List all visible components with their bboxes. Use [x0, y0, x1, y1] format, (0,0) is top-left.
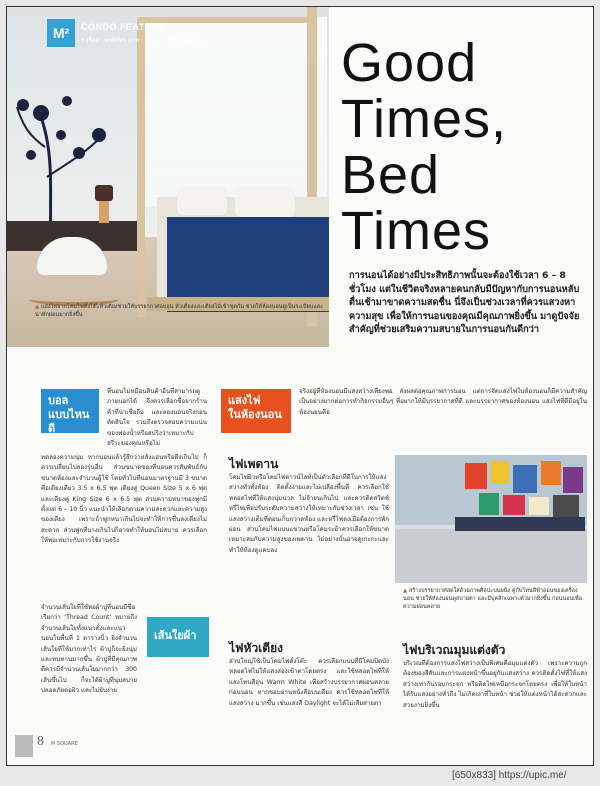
watermark: [650x833] https://upic.me/: [452, 770, 567, 781]
caption-marker-icon: ▲: [35, 304, 40, 310]
section-label: CONDO FEATURE: [81, 22, 166, 32]
tag-light: แสงไฟ ในห้องนอน: [221, 389, 291, 433]
magazine-name: M SQUARE: [51, 741, 78, 747]
bed-text-b: ทดลองความนุ่ม หากนอนแล้วรู้สึกว่าหลังแอ่นหรือตึงเกินไป ก็ควรเปลี่ยนไปลองรุ่นอื่น ส่วนขนาดของที่นอนควรสัมพันธ์กับขนาดห้องและจำนวนผู้ใช้ โดยทั่วไปที่นอนมาตรฐานมี 3 ขนาด คือเตียงเดี่ยว 3.5 x 6.5 ฟุต เตียงคู่ Queen Size 5 x 6 ฟุต และเตียงคู่ King Size 6 x 6.5 ฟุต ส่วนความหนาของฟูกมีตั้งแต่ 6 – 10 นิ้ว แนะนำให้เลือกตามความสะดวกและความสูงของเตียง เพราะถ้าฟูกหนาเกินไปจะทำให้การขึ้นลงเตียงไม่สะดวก ส่วนฟูกที่บางเกินไปก็อาจทำให้นอนไม่สบาย ควรเลือกให้พอเหมาะกับการใช้งานจริง: [41, 454, 207, 545]
table-lamp: [95, 185, 113, 201]
tag-bed: บอล แบบไหนดี: [41, 389, 99, 433]
hero-bedroom-photo: [7, 7, 329, 347]
article-intro: การนอนได้อย่างมีประสิทธิภาพนั้นจะต้องใช้เวลา 6 – 8 ชั่วโมง แต่ในชีวิตจริงหลายคนกลับมีปัญหากับการนอนหลับตื่นเช้ามาขาดความสดชื่น นี่จึงเป็นช่วงเวลาที่ควรแสวงหาความสุข เพื่อให้การนอนของคุณมีคุณภาพยิ่งขึ้น มาดูปัจจัยสำคัญที่ช่วยเสริมความสบายในการนอนกันดีกว่า: [349, 270, 580, 335]
tag-thread: เส้นใยผ้าปู: [147, 617, 209, 657]
page-tab: [15, 735, 33, 757]
bedside-text: ส่วนใหญ่ใช้เป็นโคมไฟตั้งโต๊ะ ควรเลือกแบบที่มีโคมปิดบังหลอดไฟไม่ให้แสงส่องเข้าตาโดยตรง และใช้หลอดไฟที่ให้แสงโทนสีอุ่น Warm White เพื่อสร้างบรรยากาศผ่อนคลายก่อนนอน หากชอบอ่านหนังสือบนเตียง ควรใช้หลอดไฟที่ให้แสงสว่าง มากขึ้น เช่นแสงสี Daylight จะได้ไม่เสียสายตา: [229, 658, 389, 707]
magazine-page: [6, 6, 594, 766]
ceiling-text: โคมไฟผิวหรือโคมไฟดาวน์ไลท์เป็นตัวเลือกที่ดีในการให้แสงสว่างทั่วทั้งห้อง ติดตั้งง่ายและไม่เปลืองพื้นที่ ควรเลือกใช้หลอดไฟที่ให้แสงนุ่มนวล ไม่จ้าจนเกินไป และควรติดสวิตช์หรี่ไฟเพื่อปรับระดับความสว่างให้เหมาะกับช่วงเวลา เช่น ใช้แสงสว่างเต็มที่ตอนเก็บกวาดห้อง และหรี่ไฟลงเมื่อต้องการพักผ่อน ส่วนโคมไฟแบบแขวนหรือโคมระย้าควรเลือกให้ขนาดเหมาะสมกับความสูงของเพดาน ไม่อย่างนั้นอาจดูเกะกะและทำให้ห้องดูแคบลง: [229, 474, 389, 554]
feature-logo: M²: [47, 19, 75, 47]
thread-text: จำนวนเส้นใยที่ใช้ทอผ้าปูที่นอนมีชื่อเรียกว่า ‘Thread Count’ หมายถึง จำนวนเส้นใยทั้งแนวตั้งและแนวนอนในพื้นที่ 1 ตารางนิ้ว ยิ่งจำนวนเส้นใยที่ใช้มากเท่าไร ผ้าปูก็จะยิ่งนุ่มและทนทานมากขึ้น ผ้าปูที่มีคุณภาพดีควรมีจำนวนเส้นใยมากกว่า 300 เส้นขึ้นไป ก็จะได้ผ้าปูที่นุ่มสบาย ปลอดภัยต่อผิว และไม่ยับง่าย: [41, 604, 137, 695]
bedside-heading: ไฟหัวเตียง: [229, 641, 283, 655]
caption-marker-icon: ▲: [403, 588, 408, 594]
page-number: 8: [37, 734, 44, 749]
room-caption: ▲ สร้างบรรยากาศสดใสด้วยภาพศิลปะบนผนัง คู่กับโทนสีฟ้าอ่อนของเครื่องนอน ช่วยให้ห้องนอนดูสบายตา และมีบุคลิกเฉพาะตัวมากยิ่งขึ้น ก่อนนอนเพื่อความผ่อนคลาย: [403, 588, 583, 610]
hero-caption: ▲ แสงไฟจากโคมไฟตั้งโต๊ะหัวเตียงช่วยให้บรรยากาศอบอุ่น หัวเตียงและเตียงไม้เข้าชุดกัน ช่วยให้ห้องนอนดูเป็นระเบียบและน่าพักผ่อนมากยิ่งขึ้น: [35, 304, 324, 318]
bed-text-a: ที่นอนไม่หมือนสินค้าอื่นที่สามารถดูภายนอกได้ จึงควรเลือกซื้อจากร้านค้าที่น่าเชื่อถือ และลองนอนจริงก่อนตัดสินใจ รวมถึงตรวจสอบความแน่นของฟองน้ำหรือสปริงว่าเหมาะกับสรีระของคุณหรือไม่: [107, 388, 207, 448]
corner-heading: ไฟบริเวณมุมแต่งตัว: [403, 643, 506, 657]
credits: • เรื่อง : พงศ์ภัทร ภาพ : ฝ่ายภาพ Home&Decor: [81, 37, 209, 44]
art-bedroom-photo: [395, 455, 587, 583]
corner-text: บริเวณที่ต้องการแสงไฟสว่างเป็นพิเศษคือมุมแต่งตัว เพราะความถูกต้องของสีสันและการแต่งหน้าขึ้นอยู่กับแสงสว่าง ควรติดตั้งไฟที่ให้แสงสว่างเท่ากันรอบกระจก หรือติดไฟเหนือกระจกโดยตรง เพื่อให้ใบหน้าได้รับแสงอย่างทั่วถึง ไม่เกิดเงาที่ใบหน้า ช่วยให้แต่งหน้าได้สะดวกและสวยงามยิ่งขึ้น: [403, 660, 587, 709]
light-intro: จริงอยู่ที่ห้องนอนมีแสงสว่างเพียงพอ ส่งผลต่อคุณภาพการนอน แต่การจัดแสงไฟในห้องนอนก็มีความสำคัญเป็นอย่างมากต่อการทำกิจกรรมอื่นๆ ที่อยากให้มีบรรยากาศที่ดี และบรรยากาศของห้องนอน แสงไฟที่ดีมีอยู่ในห้องนอนคือ: [299, 388, 587, 416]
article-title: Good Times, Bed Times: [341, 33, 507, 261]
ceiling-heading: ไฟเพดาน: [229, 457, 279, 471]
bed-canopy: [137, 17, 327, 207]
